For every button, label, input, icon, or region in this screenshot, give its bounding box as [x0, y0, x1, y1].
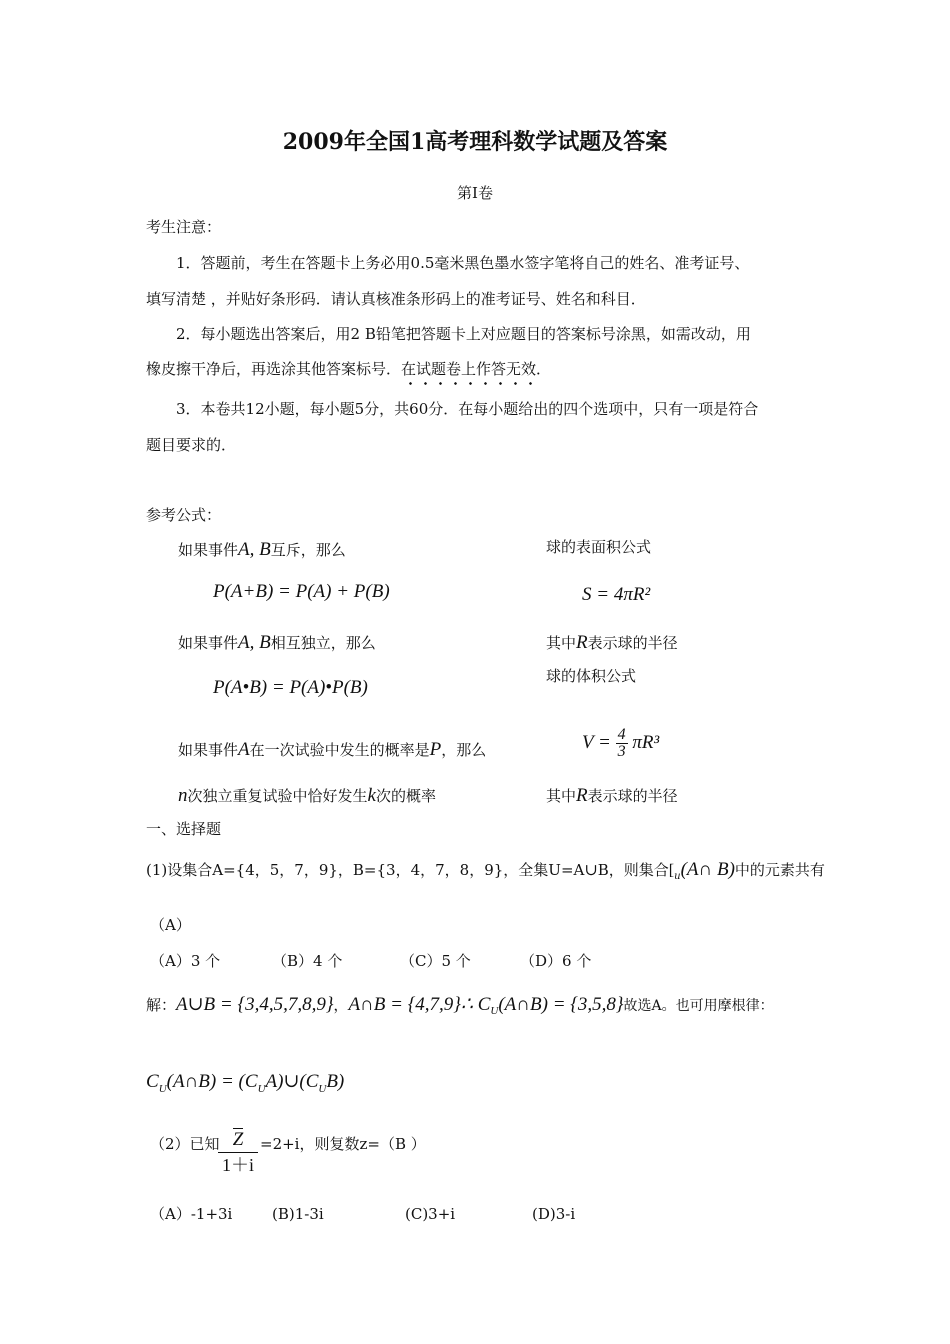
- solution-math: A∩B = {4,7,9}: [348, 994, 461, 1015]
- separator: ，: [333, 996, 349, 1014]
- subscript: U: [490, 1005, 499, 1017]
- solution-math: A∪B = {3,4,5,7,8,9}: [176, 994, 334, 1015]
- union-symbol: ∪: [584, 862, 598, 879]
- set-expression: (A∩ B): [680, 859, 735, 880]
- formula-var: k: [367, 785, 376, 806]
- formula-text: 其中: [546, 634, 577, 652]
- subscript: U: [318, 1082, 327, 1095]
- solution-math: (A∩B) = {3,5,8}: [498, 994, 624, 1015]
- page-title: 2009年全国1高考理科数学试题及答案: [282, 129, 668, 155]
- notice-item3-line2: 题目要求的．: [146, 436, 237, 454]
- formula-vars: A, B: [238, 539, 271, 560]
- formula-var: P: [429, 739, 442, 760]
- formula-var: A: [238, 739, 250, 760]
- q2-option-d: (D)3-i: [532, 1205, 576, 1223]
- notice-item1-line1: 1．答题前，考生在答题卡上务必用0.5毫米黑色墨水签字笔将自己的姓名、准考证号、: [176, 254, 750, 272]
- formula-multiplication: P(A•B) = P(A)•P(B): [213, 677, 368, 698]
- q2-option-b: (B)1-3i: [272, 1205, 324, 1223]
- formula-text: 次的概率: [375, 787, 436, 805]
- question-text: (1)设集合A={4，5，7，9}，B={3，4，7，8，9}，全集U=A: [146, 861, 585, 879]
- morgan-part: C: [146, 1071, 159, 1092]
- radius-note-2: [546, 786, 678, 805]
- formula-line1: [178, 540, 346, 559]
- fraction-denominator: 3: [617, 743, 626, 760]
- formula-line3: [178, 740, 486, 759]
- formula-line2: [178, 633, 376, 652]
- formula-text: 表示球的半径: [587, 787, 678, 805]
- morgan-part: A)∪(C: [265, 1071, 319, 1092]
- q1-option-b: （B）4 个: [272, 952, 343, 970]
- question-1-answer: （A）: [150, 916, 191, 934]
- formula-text: 如果事件: [178, 541, 239, 559]
- fraction-numerator: 4: [617, 726, 626, 743]
- q2-option-a: （A）-1+3i: [150, 1205, 233, 1223]
- radius-note-1: [546, 633, 678, 652]
- formula-addition: P(A+B) = P(A) + P(B): [213, 581, 390, 602]
- morgan-part: B): [326, 1071, 345, 1092]
- formula-text: 互斥，那么: [270, 541, 346, 559]
- fraction: [616, 727, 628, 760]
- formula-part: V =: [582, 731, 611, 753]
- formula-text: 相互独立，那么: [270, 634, 376, 652]
- fraction-denominator: 1＋i: [221, 1155, 254, 1175]
- question-2-stem-end: =2+i，则复数z=（B ）: [260, 1135, 426, 1153]
- solution-text: 故选A。也可用摩根律：: [623, 998, 774, 1014]
- formula-text: ，那么: [441, 741, 487, 759]
- sphere-volume-label: 球的体积公式: [546, 667, 637, 685]
- question-1-stem: [146, 860, 825, 882]
- solution-math: ∴ C: [460, 994, 491, 1015]
- morgan-part: (A∩B) = (C: [166, 1071, 258, 1092]
- notice-item2-text: 橡皮擦干净后，再选涂其他答案标号．: [146, 360, 402, 378]
- q1-option-c: （C）5 个: [400, 952, 471, 970]
- formula-text: 其中: [546, 787, 577, 805]
- formula-part: πR³: [632, 731, 660, 753]
- formula-line4: [178, 786, 436, 805]
- formula-text: 如果事件: [178, 741, 239, 759]
- notice-item2-line2: [146, 362, 551, 377]
- formula-text: 如果事件: [178, 634, 239, 652]
- solution-label: 解：: [146, 996, 177, 1014]
- formula-var: R: [576, 632, 588, 653]
- formula-text: 在一次试验中发生的概率是: [249, 741, 430, 759]
- notice-item3-line1: 3．本卷共12小题，每小题5分，共60分．在每小题给出的四个选项中，只有一项是符合: [176, 400, 759, 418]
- formulas-heading: 参考公式：: [146, 506, 222, 524]
- q1-option-a: （A）3 个: [150, 952, 221, 970]
- question-text: B，则集合: [597, 861, 669, 879]
- subscript: u: [674, 871, 681, 882]
- complement-symbol: [: [668, 862, 675, 879]
- formula-text: 次独立重复试验中恰好发生: [187, 787, 368, 805]
- notice-item2-end: ．: [536, 360, 552, 378]
- volume-label: 第Ⅰ卷: [457, 184, 493, 202]
- q1-solution: [146, 995, 774, 1017]
- formula-text: 表示球的半径: [587, 634, 678, 652]
- section-heading: 一、选择题: [146, 820, 222, 838]
- sphere-surface-formula: S = 4πR²: [582, 584, 651, 605]
- sphere-surface-label: 球的表面积公式: [546, 538, 652, 556]
- q2-option-c: (C)3+i: [405, 1205, 456, 1223]
- notice-item2-line1: 2．每小题选出答案后，用2 B铅笔把答题卡上对应题目的答案标号涂黑，如需改动，用: [176, 325, 751, 343]
- question-text: 中的元素共有: [734, 861, 825, 879]
- formula-vars: A, B: [238, 632, 271, 653]
- morgan-law: [146, 1072, 344, 1095]
- notice-heading: 考生注意：: [146, 218, 222, 236]
- q2-fraction: [218, 1128, 258, 1174]
- notice-item1-line2: 填写清楚 ，并贴好条形码．请认真核准条形码上的准考证号、姓名和科目．: [146, 290, 646, 308]
- formula-var: R: [576, 785, 588, 806]
- subscript: U: [257, 1082, 266, 1095]
- question-2-stem: （2）已知: [150, 1135, 220, 1153]
- fraction-numerator: Z: [232, 1129, 244, 1150]
- sphere-volume-formula: [582, 727, 659, 760]
- subscript: U: [158, 1082, 167, 1095]
- q1-option-d: （D）6 个: [520, 952, 592, 970]
- emphasis-text: 在试题卷上作答无效: [401, 360, 537, 378]
- formula-var: n: [178, 785, 188, 806]
